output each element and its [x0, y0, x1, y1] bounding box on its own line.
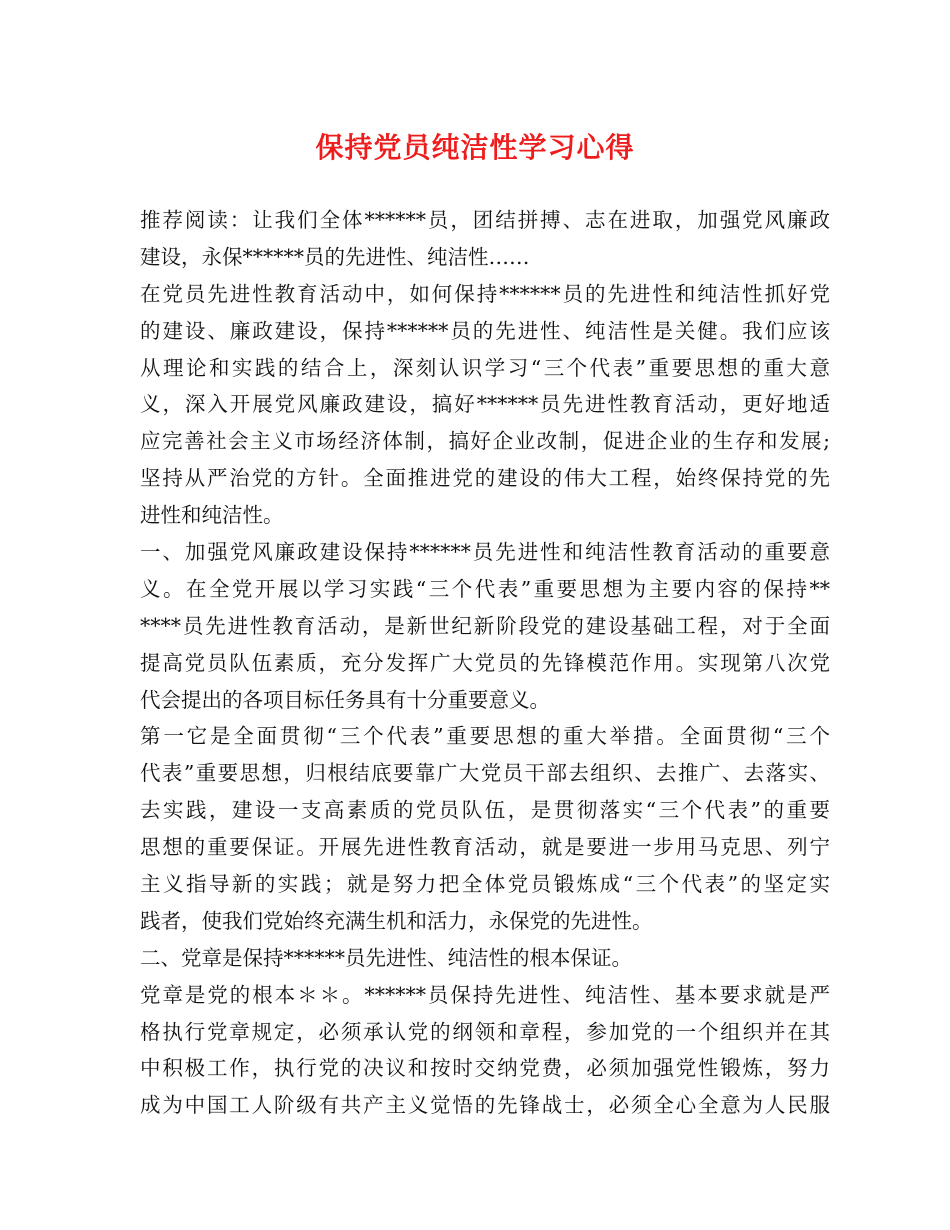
text-line: 践者，使我们党始终充满生机和活力，永保党的先进性。 — [140, 908, 653, 933]
text-line: 去实践，建设一支高素质的党员队伍，是贯彻落实“三个代表”的重要 — [140, 798, 830, 823]
text-line: 义，深入开展党风廉政建设，搞好******员先进性教育活动，更好地适 — [140, 392, 830, 417]
text-line: 成为中国工人阶级有共产主义觉悟的先锋战士，必须全心全意为人民服 — [140, 1093, 830, 1118]
text-line: 第一它是全面贯彻“三个代表”重要思想的重大举措。全面贯彻“三个 — [140, 724, 830, 749]
text-line: 提高党员队伍素质，充分发挥广大党员的先锋模范作用。实现第八次党 — [140, 650, 830, 675]
text-line: 主义指导新的实践；就是努力把全体党员锻炼成“三个代表”的坚定实 — [140, 872, 830, 897]
text-line: 中积极工作，执行党的决议和按时交纳党费，必须加强党性锻炼，努力 — [140, 1056, 830, 1081]
text-line: 坚持从严治党的方针。全面推进党的建设的伟大工程，始终保持党的先 — [140, 466, 830, 491]
text-line: 建设，永保******员的先进性、纯洁性…… — [140, 244, 530, 269]
text-line: 二、党章是保持******员先进性、纯洁性的根本保证。 — [140, 945, 632, 970]
text-line: 一、加强党风廉政建设保持******员先进性和纯洁性教育活动的重要意 — [140, 540, 830, 565]
text-line: 推荐阅读：让我们全体******员，团结拼搏、志在进取，加强党风廉政 — [140, 208, 830, 232]
text-line: 进性和纯洁性。 — [140, 503, 284, 528]
text-line: 的建设、廉政建设，保持******员的先进性、纯洁性是关健。我们应该 — [140, 318, 830, 343]
text-line: 代表”重要思想，归根结底要靠广大党员干部去组织、去推广、去落实、 — [140, 761, 830, 786]
document-body — [140, 202, 830, 1124]
text-line: 格执行党章规定，必须承认党的纲领和章程，参加党的一个组织并在其 — [140, 1019, 830, 1044]
text-line: 代会提出的各项目标任务具有十分重要意义。 — [140, 687, 550, 712]
text-line: ****员先进性教育活动，是新世纪新阶段党的建设基础工程，对于全面 — [140, 613, 830, 638]
text-line: 在党员先进性教育活动中，如何保持******员的先进性和纯洁性抓好党 — [140, 281, 830, 306]
document-title: 保持党员纯洁性学习心得 — [315, 131, 635, 164]
text-line: 思想的重要保证。开展先进性教育活动，就是要进一步用马克思、列宁 — [140, 835, 830, 860]
text-line: 党章是党的根本＊＊。******员保持先进性、纯洁性、基本要求就是严 — [140, 982, 830, 1007]
text-line: 应完善社会主义市场经济体制，搞好企业改制，促进企业的生存和发展; — [140, 429, 830, 454]
text-line: 从理论和实践的结合上，深刻认识学习“三个代表”重要思想的重大意 — [140, 355, 830, 380]
text-line: 义。在全党开展以学习实践“三个代表”重要思想为主要内容的保持** — [140, 576, 830, 601]
